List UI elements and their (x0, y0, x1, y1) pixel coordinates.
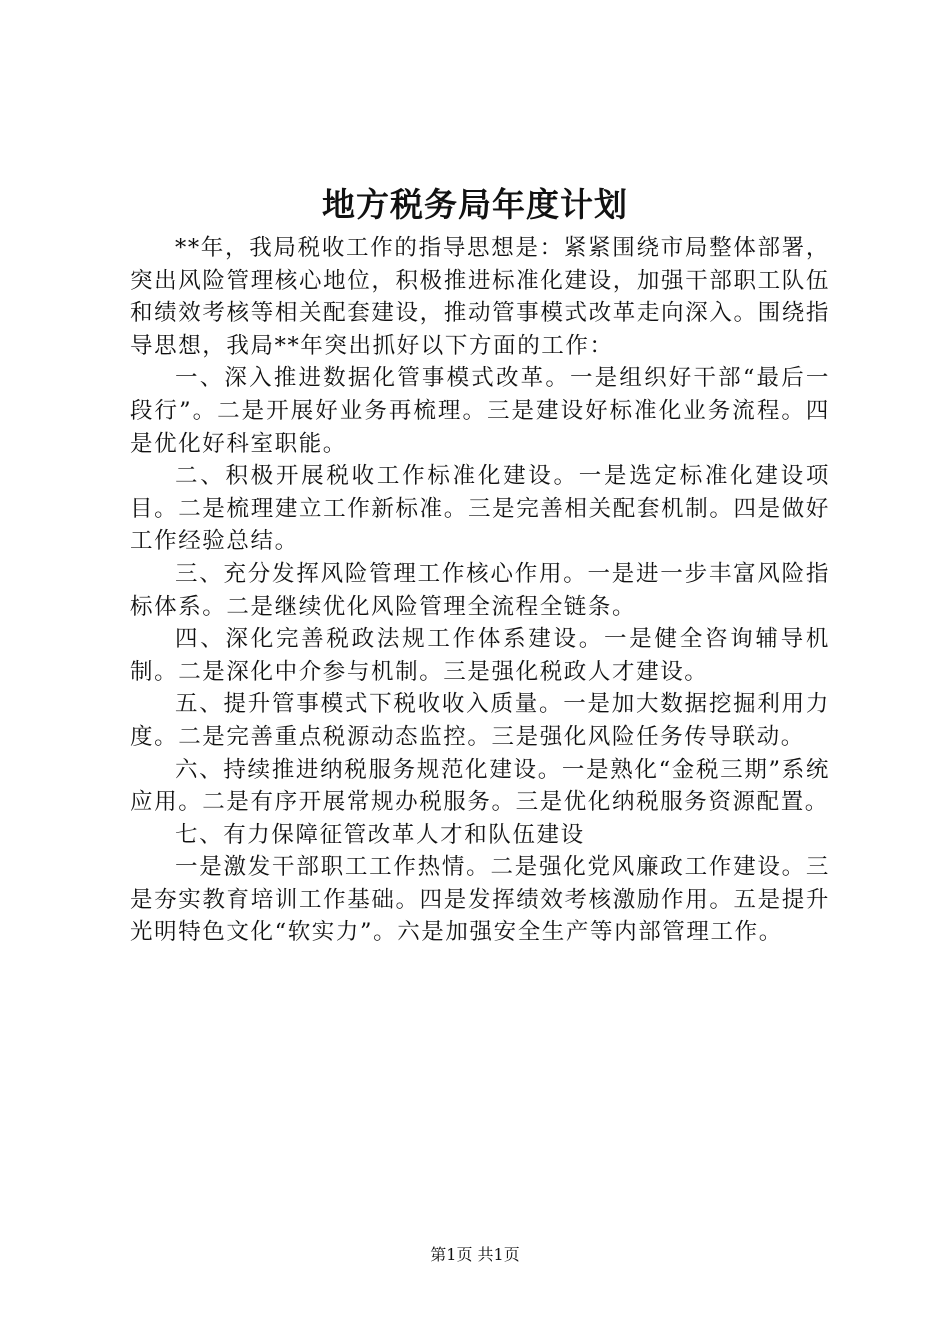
paragraph-section-5: 五、提升管事模式下税收收入质量。一是加大数据挖掘利用力度。二是完善重点税源动态监控。三是强化风险任务传导联动。 (130, 691, 830, 750)
paragraph-section-2: 二、积极开展税收工作标准化建设。一是选定标准化建设项目。二是梳理建立工作新标准。三是完善相关配套机制。四是做好工作经验总结。 (130, 463, 830, 555)
paragraph-section-3: 三、充分发挥风险管理工作核心作用。一是进一步丰富风险指标体系。二是继续优化风险管理全流程全链条。 (130, 560, 830, 620)
paragraph-section-1: 一、深入推进数据化管事模式改革。一是组织好干部“最后一段行”。二是开展好业务再梳理。三是建设好标准化业务流程。四是优化好科室职能。 (130, 365, 830, 457)
paragraph-section-7-heading: 七、有力保障征管改革人才和队伍建设 (175, 821, 585, 848)
paragraph-section-7-body: 一是激发干部职工工作热情。二是强化党风廉政工作建设。三是夯实教育培训工作基础。四是发挥绩效考核激励作用。五是提升光明特色文化“软实力”。六是加强安全生产等内部管理工作。 (130, 854, 830, 946)
document-body (130, 232, 830, 949)
page-footer: 第1页 共1页 (430, 1245, 520, 1264)
paragraph-section-6: 六、持续推进纳税服务规范化建设。一是熟化“金税三期”系统应用。二是有序开展常规办税服务。三是优化纳税服务资源配置。 (130, 756, 830, 816)
document-title: 地方税务局年度计划 (322, 185, 628, 224)
paragraph-intro: **年，我局税收工作的指导思想是：紧紧围绕市局整体部署，突出风险管理核心地位，积极推进标准化建设，加强干部职工队伍和绩效考核等相关配套建设，推动管事模式改革走向深入。围绕指导思想，我局**年突出抓好以下方面的工作： (130, 235, 830, 359)
paragraph-section-4: 四、深化完善税政法规工作体系建设。一是健全咨询辅导机制。二是深化中介参与机制。三是强化税政人才建设。 (130, 626, 830, 685)
